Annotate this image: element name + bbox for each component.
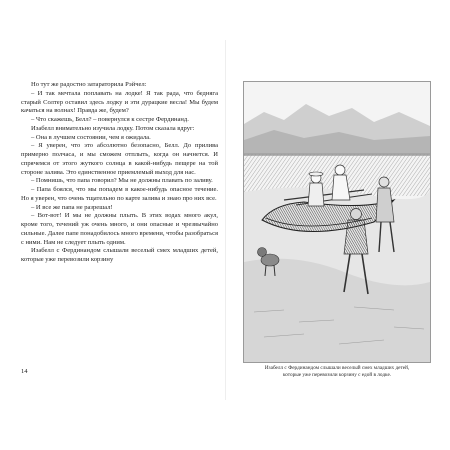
paragraph: – Что скажешь, Белл? – повернулся к сестре Фердинанд. [31,116,189,123]
paragraph: Изабелл с Фердинандом слышали веселый смех младших детей, которые уже перевозили корзину [21,247,218,263]
paragraph: – Вот-вот! И мы не должны плыть. В этих водах много акул, кроме того, течений уж очень много, и они опасные и чрезвычайно сильные. Далее папе понадобилось много времени, чтобы разобраться с ними. Нам не следует плыть одним. [21,212,218,246]
paragraph: – Папа боялся, что мы попадем в какое-нибудь опасное течение. Но я уверен, что очень тщательно по карте залива и знаю про них все. [21,186,218,202]
paragraph: – И так мечтала поплавать на лодке! Я так рада, что бедняга старый Солтер оставил здесь лодку и эти дурацкие весла! Мы будем качаться на волнах! Правда же, будем? [21,89,218,115]
beach-scene-drawing [244,82,430,362]
page-gutter [225,40,226,400]
paragraph: – И все же папа не разрешал! [31,203,113,211]
page-number: 14 [21,368,28,375]
paragraph: – Помнишь, что папа говорил? Мы не должны плавать по заливу. [31,177,213,185]
engraving-illustration [243,81,431,363]
paragraph: Изабелл внимательно изучила лодку. Потом сказала вдруг: [31,124,195,132]
illustration-caption [243,365,431,378]
caption-line: которые уже перевозили корзину с едой в лодке. [282,371,392,378]
paragraph: – Она в лучшем состоянии, чем я ожидала. [31,133,151,141]
paragraph: Но тут же радостно затараторила Рэйчел: [31,81,147,88]
page-body-text [21,81,218,265]
paragraph: – Я уверен, что это абсолютно безопасно, Белл. До прилива примерно полчаса, и мы сможем отплыть, когда он начнется. И спрячемся от этого жуткого солнца в какой-нибудь пещере на той стороне залива. Это единственное приемлемый выход для нас. [21,142,218,176]
caption-line: Изабелл с Фердинандом слышали веселый смех младших детей, [264,365,410,371]
